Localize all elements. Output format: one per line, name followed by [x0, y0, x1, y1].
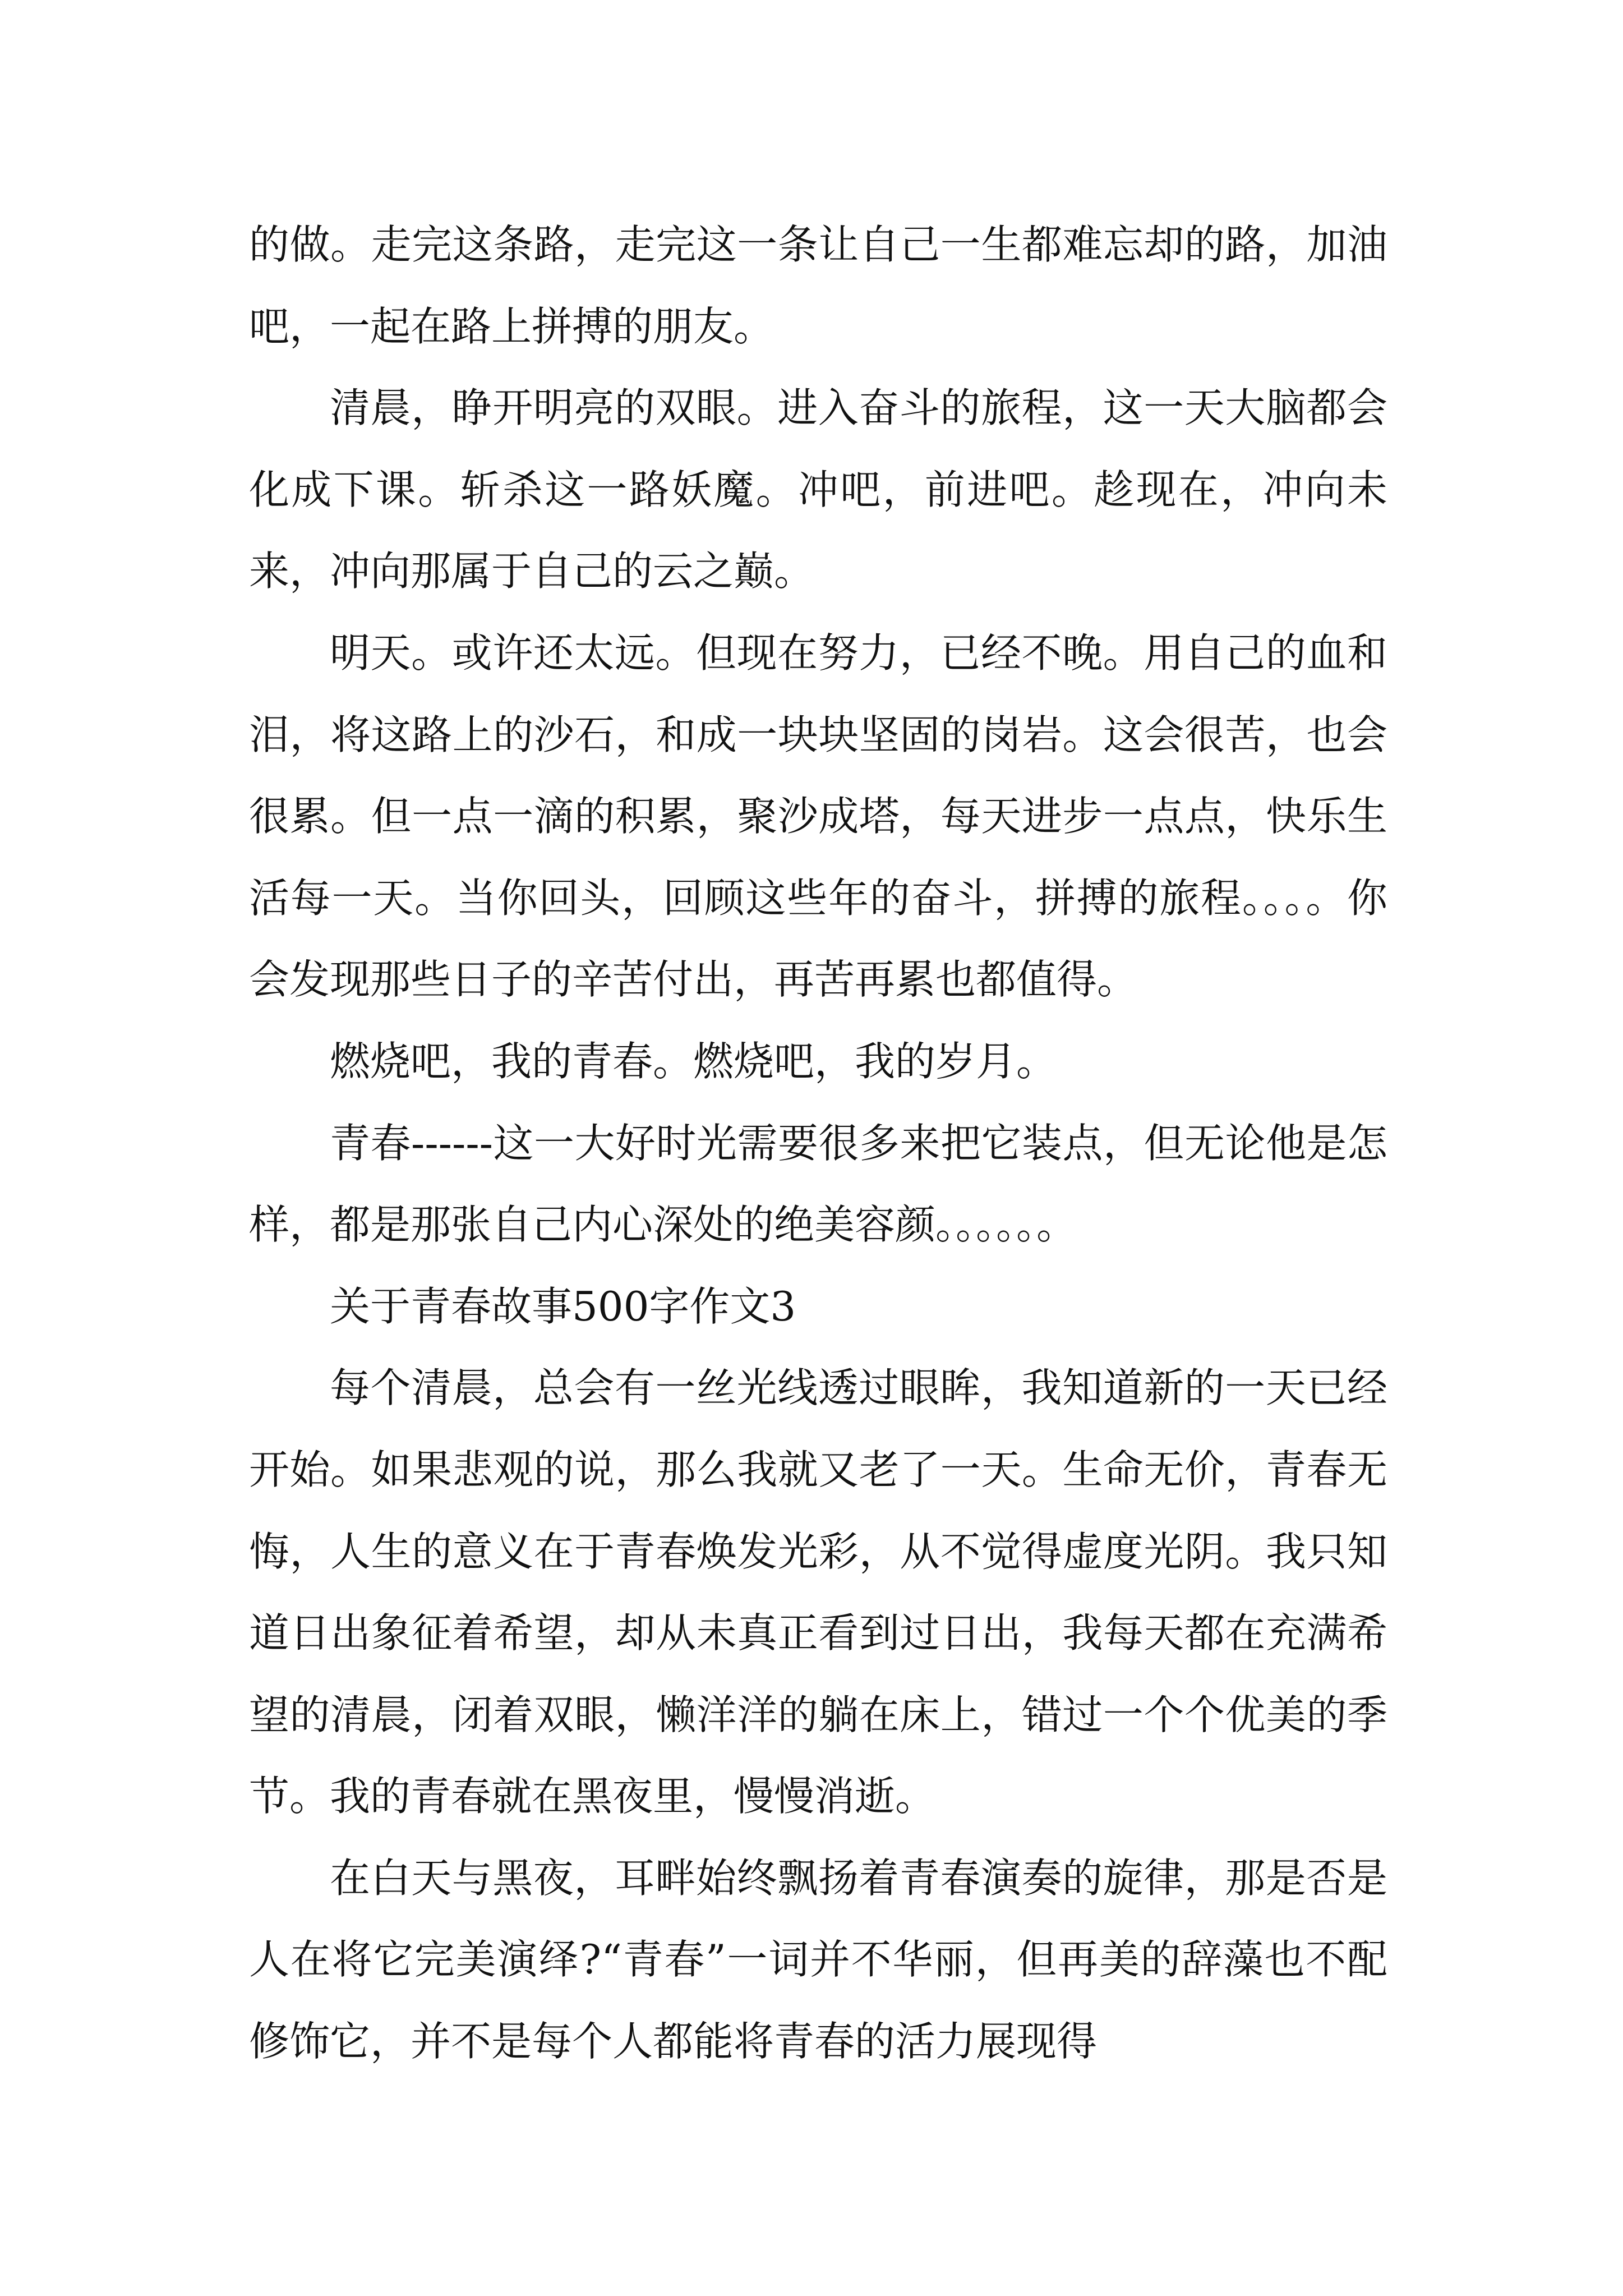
- paragraph: 燃烧吧，我的青春。燃烧吧，我的岁月。: [330, 1037, 1057, 1085]
- paragraph: 明天。或许还太远。但现在努力，已经不晚。用自己的血和泪，将这路上的沙石，和成一块块坚固的岗岩。这会很苦，也会很累。但一点一滴的积累，聚沙成塔，每天进步一点点，快乐生活每一天。当你回头，回顾这些年的奋斗，拼搏的旅程。。。。你会发现那些日子的辛苦付出，再苦再累也都值得。: [249, 629, 1387, 1004]
- paragraph: 青春------这一大好时光需要很多来把它装点，但无论他是怎样，都是那张自己内心深处的绝美容颜。。。。。。: [249, 1119, 1387, 1249]
- paragraph: 清晨，睁开明亮的双眼。进入奋斗的旅程，这一天大脑都会化成下课。斩杀这一路妖魔。冲吧，前进吧。趁现在，冲向未来，冲向那属于自己的云之巅。: [249, 384, 1387, 595]
- section-heading: 关于青春故事500字作文3: [330, 1282, 796, 1330]
- paragraph-continued: 的做。走完这条路，走完这一条让自己一生都难忘却的路，加油吧，一起在路上拼搏的朋友。: [249, 221, 1387, 350]
- body-text: [249, 204, 1387, 2083]
- paragraph: 每个清晨，总会有一丝光线透过眼眸，我知道新的一天已经开始。如果悲观的说，那么我就又老了一天。生命无价，青春无悔，人生的意义在于青春焕发光彩，从不觉得虚度光阴。我只知道日出象征着希望，却从未真正看到过日出，我每天都在充满希望的清晨，闭着双眼，懒洋洋的躺在床上，错过一个个优美的季节。我的青春就在黑夜里，慢慢消逝。: [249, 1364, 1387, 1820]
- paragraph: 在白天与黑夜，耳畔始终飘扬着青春演奏的旋律，那是否是人在将它完美演绎?“青春”一词并不华丽，但再美的辞藻也不配修饰它，并不是每个人都能将青春的活力展现得: [249, 1854, 1387, 2065]
